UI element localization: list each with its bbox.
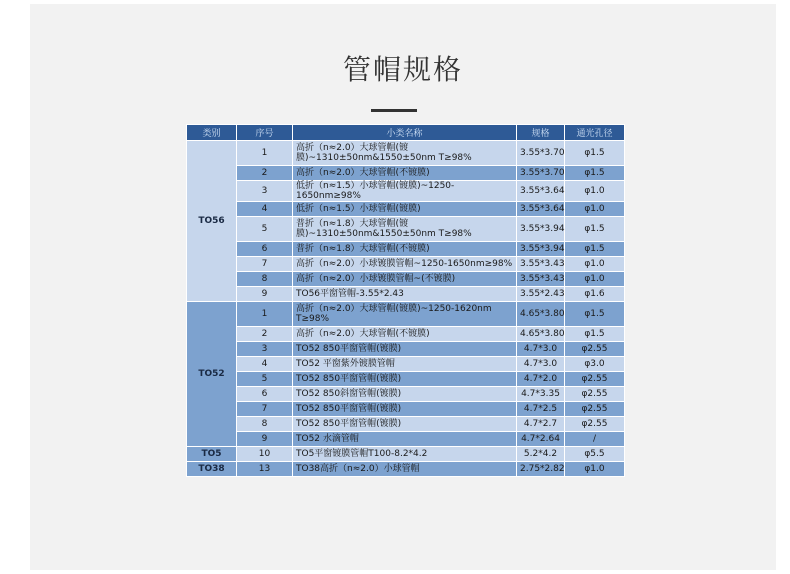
header-category: 类别 [187,125,237,141]
spec-cell: 2.75*2.82 [517,462,565,477]
row-number-cell: 9 [237,287,293,302]
spec-cell: 4.7*3.0 [517,357,565,372]
spec-cell: 4.7*2.7 [517,417,565,432]
table-row [187,141,625,166]
aperture-cell: φ1.5 [565,302,625,327]
aperture-cell: φ1.5 [565,217,625,242]
row-number-cell: 7 [237,257,293,272]
row-number-cell: 6 [237,387,293,402]
item-name-cell: 高折（n≈2.0）大球管帽(镀膜)~1310±50nm&1550±50nm T≥98% [293,141,517,166]
item-name-cell: TO52 850平窗管帽(镀膜) [293,402,517,417]
item-name-cell: TO56平窗管帽-3.55*2.43 [293,287,517,302]
page-title: 管帽规格 [342,53,463,86]
aperture-cell: φ1.0 [565,272,625,287]
table-row [187,202,625,217]
table-row [187,327,625,342]
spec-cell: 3.55*3.64 [517,181,565,202]
row-number-cell: 2 [237,327,293,342]
spec-cell: 4.65*3.80 [517,302,565,327]
category-cell: TO38 [187,462,237,477]
table-row [187,217,625,242]
spec-cell: 3.55*3.94 [517,217,565,242]
item-name-cell: 高折（n≈2.0）大球管帽(镀膜)~1250-1620nm T≥98% [293,302,517,327]
spec-cell: 4.7*3.35 [517,387,565,402]
table-body [187,141,625,477]
item-name-cell: 低折（n≈1.5）小球管帽(镀膜) [293,202,517,217]
row-number-cell: 8 [237,272,293,287]
content-card [30,4,776,570]
aperture-cell: φ1.0 [565,257,625,272]
spec-cell: 3.55*3.43 [517,257,565,272]
category-cell: TO56 [187,141,237,302]
row-number-cell: 7 [237,402,293,417]
spec-cell: 3.55*3.43 [517,272,565,287]
item-name-cell: TO52 850平窗管帽(镀膜) [293,417,517,432]
aperture-cell: φ2.55 [565,417,625,432]
row-number-cell: 5 [237,372,293,387]
aperture-cell: / [565,432,625,447]
title-underline [371,109,417,112]
aperture-cell: φ1.5 [565,242,625,257]
category-cell: TO52 [187,302,237,447]
table-row [187,417,625,432]
row-number-cell: 2 [237,166,293,181]
spec-cell: 5.2*4.2 [517,447,565,462]
item-name-cell: 高折（n≈2.0）大球管帽(不镀膜) [293,166,517,181]
table-row [187,257,625,272]
spec-cell: 3.55*3.64 [517,202,565,217]
item-name-cell: 普折（n≈1.8）大球管帽(不镀膜) [293,242,517,257]
item-name-cell: TO52 平窗紫外镀膜管帽 [293,357,517,372]
item-name-cell: TO52 850平窗管帽(镀膜) [293,372,517,387]
row-number-cell: 10 [237,447,293,462]
spec-cell: 3.55*3.70 [517,141,565,166]
aperture-cell: φ5.5 [565,447,625,462]
spec-cell: 4.7*2.5 [517,402,565,417]
spec-cell: 4.65*3.80 [517,327,565,342]
aperture-cell: φ1.5 [565,327,625,342]
table-row [187,372,625,387]
aperture-cell: φ1.5 [565,141,625,166]
aperture-cell: φ2.55 [565,372,625,387]
aperture-cell: φ1.0 [565,181,625,202]
header-spec: 规格 [517,125,565,141]
row-number-cell: 1 [237,302,293,327]
spec-cell: 3.55*3.94 [517,242,565,257]
spec-cell: 3.55*3.70 [517,166,565,181]
item-name-cell: 普折（n≈1.8）大球管帽(镀膜)~1310±50nm&1550±50nm T≥98% [293,217,517,242]
table-row [187,272,625,287]
row-number-cell: 3 [237,342,293,357]
spec-cell: 4.7*3.0 [517,342,565,357]
aperture-cell: φ1.0 [565,462,625,477]
item-name-cell: 高折（n≈2.0）小球镀膜管帽~(不镀膜) [293,272,517,287]
aperture-cell: φ2.55 [565,387,625,402]
table-header-row [187,125,625,141]
row-number-cell: 5 [237,217,293,242]
table-row [187,387,625,402]
item-name-cell: TO38高折（n≈2.0）小球管帽 [293,462,517,477]
item-name-cell: 低折（n≈1.5）小球管帽(镀膜)~1250-1650nm≥98% [293,181,517,202]
row-number-cell: 3 [237,181,293,202]
aperture-cell: φ2.55 [565,402,625,417]
table-row [187,342,625,357]
row-number-cell: 13 [237,462,293,477]
table-row [187,357,625,372]
aperture-cell: φ1.0 [565,202,625,217]
row-number-cell: 4 [237,202,293,217]
table-row [187,181,625,202]
row-number-cell: 4 [237,357,293,372]
aperture-cell: φ3.0 [565,357,625,372]
spec-table [186,124,625,477]
row-number-cell: 9 [237,432,293,447]
row-number-cell: 8 [237,417,293,432]
aperture-cell: φ2.55 [565,342,625,357]
item-name-cell: 高折（n≈2.0）小球镀膜管帽~1250-1650nm≥98% [293,257,517,272]
aperture-cell: φ1.6 [565,287,625,302]
table-row [187,166,625,181]
table-row [187,447,625,462]
row-number-cell: 6 [237,242,293,257]
category-cell: TO5 [187,447,237,462]
header-name: 小类名称 [293,125,517,141]
table-row [187,242,625,257]
item-name-cell: 高折（n≈2.0）大球管帽(不镀膜) [293,327,517,342]
item-name-cell: TO52 850斜窗管帽(镀膜) [293,387,517,402]
table-row [187,302,625,327]
header-aperture: 通光孔径 [565,125,625,141]
spec-cell: 4.7*2.64 [517,432,565,447]
header-number: 序号 [237,125,293,141]
table-row [187,462,625,477]
item-name-cell: TO52 水滴管帽 [293,432,517,447]
table-row [187,402,625,417]
aperture-cell: φ1.5 [565,166,625,181]
item-name-cell: TO5平窗镀膜管帽T100-8.2*4.2 [293,447,517,462]
table-row [187,432,625,447]
spec-cell: 3.55*2.43 [517,287,565,302]
spec-cell: 4.7*2.0 [517,372,565,387]
item-name-cell: TO52 850平窗管帽(镀膜) [293,342,517,357]
table-row [187,287,625,302]
row-number-cell: 1 [237,141,293,166]
